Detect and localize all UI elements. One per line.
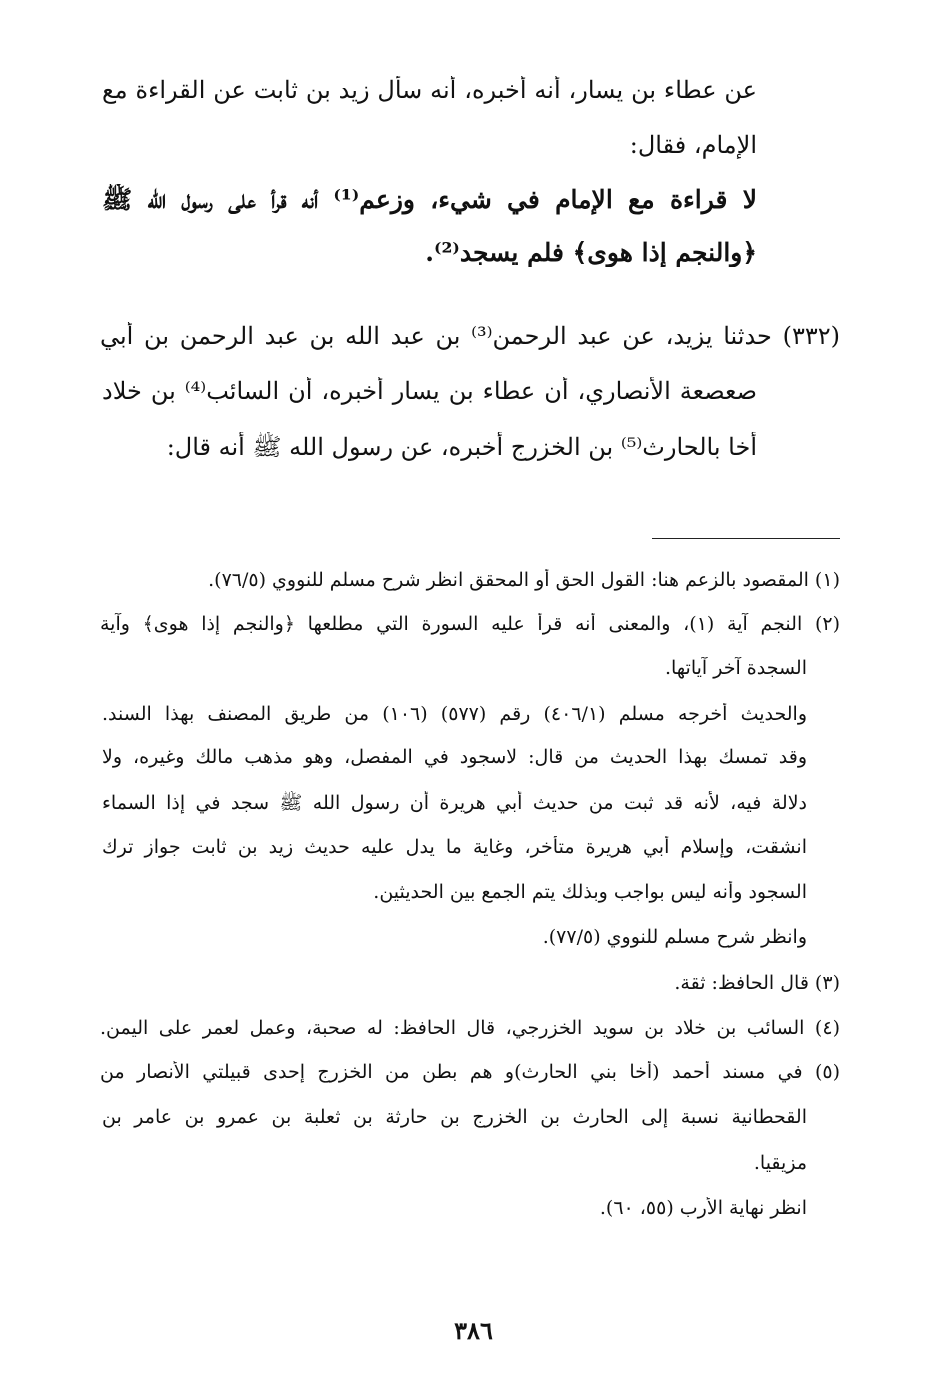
footnote-3: (٣) قال الحافظ: ثقة. xyxy=(674,972,840,994)
footnote-5-line-3: مزيقيا. xyxy=(753,1152,807,1174)
footnote-1: (١) المقصود بالزعم هنا: القول الحق أو المحقق انظر شرح مسلم للنووي (٧٦/٥). xyxy=(208,569,840,591)
footnote-2-line-7: السجود وأنه ليس بواجب وبذلك يتم الجمع بين الحديثين. xyxy=(373,881,807,903)
hadith-line-1: (٣٣٢) حدثنا يزيد، عن عبد الرحمن⁽³⁾ بن عبد الله بن عبد الرحمن بن أبي xyxy=(100,322,840,350)
footnote-separator xyxy=(652,538,840,539)
hadith-line-3: أخا بالحارث⁽⁵⁾ بن الخزرج أخبره، عن رسول الله ﷺ أنه قال: xyxy=(166,433,757,461)
body-line-4: ﴿والنجم إذا هوى﴾ فلم يسجد⁽²⁾. xyxy=(425,238,757,267)
page-number: ٣٨٦ xyxy=(454,1316,493,1345)
hadith-line-2: صعصعة الأنصاري، أن عطاء بن يسار أخبره، أن السائب⁽⁴⁾ بن خلاد xyxy=(102,377,757,405)
footnote-2-line-2: السجدة آخر آياتها. xyxy=(664,657,807,679)
footnote-2-line-1: (٢) النجم آية (١)، والمعنى أنه قرأ عليه السورة التي مطلعها ﴿والنجم إذا هوى﴾ وآية xyxy=(100,613,840,635)
body-line-2: الإمام، فقال: xyxy=(629,131,757,159)
footnote-2-line-5: دلالة فيه، لأنه قد ثبت من حديث أبي هريرة أن رسول الله ﷺ سجد في إذا السماء xyxy=(102,792,807,814)
footnote-2-line-4: وقد تمسك بهذا الحديث من قال: لاسجود في المفصل، وهو مذهب مالك وغيره، ولا xyxy=(102,746,807,768)
footnote-2-line-6: انشقت، وإسلام أبي هريرة متأخر، وغاية ما يدل عليه حديث زيد بن ثابت جواز ترك xyxy=(102,836,807,858)
body-line-1: عن عطاء بن يسار، أنه أخبره، أنه سأل زيد بن ثابت عن القراءة مع xyxy=(102,76,757,104)
footnote-5-line-4: انظر نهاية الأرب (٥٥، ٦٠). xyxy=(599,1197,807,1219)
footnote-4: (٤) السائب بن خلاد بن سويد الخزرجي، قال الحافظ: له صحبة، وعمل لعمر على اليمن. xyxy=(100,1017,840,1039)
footnote-2-line-3: والحديث أخرجه مسلم (٤٠٦/١) رقم (٥٧٧) (١٠٦) من طريق المصنف بهذا السند. xyxy=(102,703,807,725)
footnote-2-line-8: وانظر شرح مسلم للنووي (٧٧/٥). xyxy=(542,926,807,948)
footnote-5-line-1: (٥) في مسند أحمد (أخا بني الحارث)و هم بطن من الخزرج إحدى قبيلتي الأنصار من xyxy=(100,1061,840,1083)
footnote-5-line-2: القحطانية نسبة إلى الحارث بن الخزرج بن حارثة بن ثعلبة بن عمرو بن عامر بن xyxy=(102,1106,807,1128)
body-line-3: لا قراءة مع الإمام في شيء، وزعم⁽¹⁾ أنه قرأ على رسول الله ﷺ xyxy=(102,185,757,214)
